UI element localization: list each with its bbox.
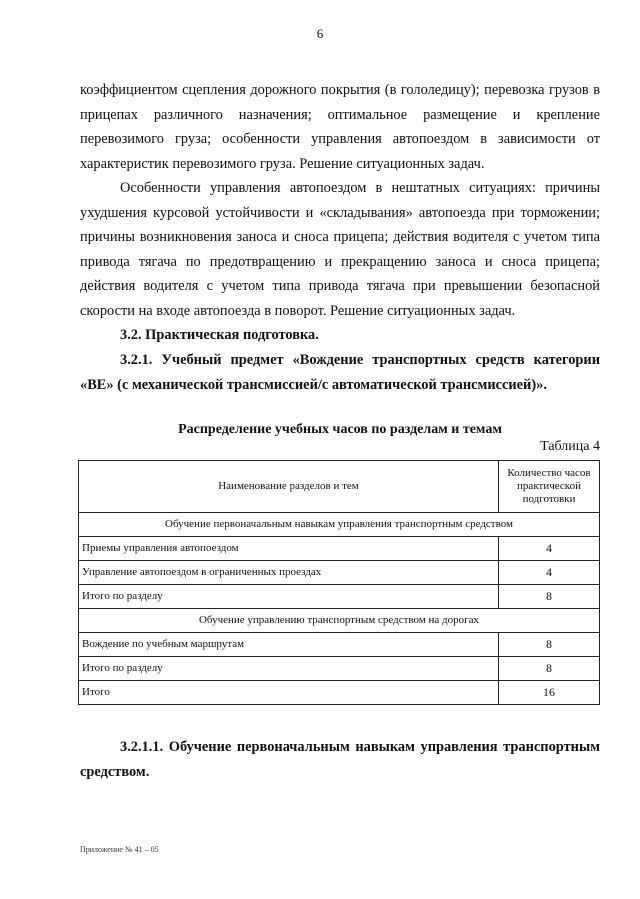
table-row	[79, 681, 600, 705]
header-name-cell: Наименование разделов и тем	[79, 461, 499, 513]
paragraph-cargo: коэффициентом сцепления дорожного покрытия (в гололедицу); перевозка грузов в прицепах различного назначения; оптимальное размещение и крепление перевозимого груза; особенности управления автопоездом в зависимости от характеристик перевозимого груза. Решение ситуационных задач.	[80, 82, 600, 172]
row-hours: 8	[499, 585, 600, 609]
row-name: Итого по разделу	[79, 657, 499, 681]
row-name: Управление автопоездом в ограниченных проездах	[79, 561, 499, 585]
table-row	[79, 633, 600, 657]
heading-initial-skills: 3.2.1.1. Обучение первоначальным навыкам управления транспортным средством.	[80, 739, 600, 780]
table-label: Таблица 4	[540, 439, 600, 454]
table-header-row	[79, 461, 600, 513]
row-name: Итого	[79, 681, 499, 705]
footer-appendix: Приложение № 41 – 05	[80, 845, 159, 854]
heading-subject-driving: 3.2.1. Учебный предмет «Вождение транспортных средств категории «ВЕ» (с механической трансмиссией/с автоматической трансмиссией)».	[80, 352, 600, 393]
table-section-row	[79, 513, 600, 537]
table-row	[79, 561, 600, 585]
section-title: Обучение первоначальным навыкам управления транспортным средством	[79, 513, 600, 537]
table-row	[79, 585, 600, 609]
header-hours-cell: Количество часов практической подготовки	[499, 461, 600, 513]
row-hours: 16	[499, 681, 600, 705]
row-hours: 8	[499, 633, 600, 657]
row-hours: 4	[499, 537, 600, 561]
hours-table	[78, 460, 600, 705]
row-name: Итого по разделу	[79, 585, 499, 609]
section-title: Обучение управлению транспортным средством на дорогах	[79, 609, 600, 633]
page-number: 6	[316, 26, 324, 41]
row-name: Вождение по учебным маршрутам	[79, 633, 499, 657]
heading-practical-training: 3.2. Практическая подготовка.	[120, 327, 319, 343]
table-row	[79, 657, 600, 681]
paragraph-emergency: Особенности управления автопоездом в нештатных ситуациях: причины ухудшения курсовой устойчивости и «складывания» автопоезда при торможении; причины возникновения заноса и сноса прицепа; действия водителя с учетом типа привода тягача по предотвращению и прекращению заноса и сноса прицепа; действия водителя с учетом типа привода тягача при превышении безопасной скорости на входе автопоезда в поворот. Решение ситуационных задач.	[80, 180, 600, 319]
table-caption: Распределение учебных часов по разделам и темам	[178, 422, 502, 437]
table-row	[79, 537, 600, 561]
table-section-row	[79, 609, 600, 633]
row-hours: 4	[499, 561, 600, 585]
row-name: Приемы управления автопоездом	[79, 537, 499, 561]
row-hours: 8	[499, 657, 600, 681]
